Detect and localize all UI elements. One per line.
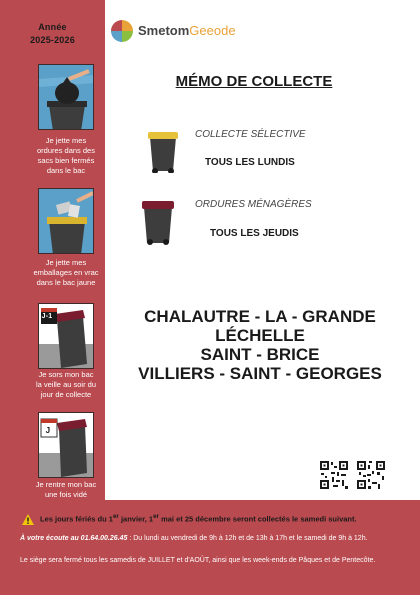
town-list xyxy=(120,307,400,383)
bordeaux-lid-bin-icon xyxy=(140,195,176,245)
smetom-logo xyxy=(110,17,260,45)
collection-day-selective: TOUS LES LUNDIS xyxy=(205,157,295,168)
town-name: LÉCHELLE xyxy=(215,326,305,345)
page-title: MÉMO DE COLLECTE xyxy=(175,73,333,90)
step-1-text: Je jette mes ordures dans des sacs bien fermés dans le bac xyxy=(37,136,95,175)
calendar-label-j: J xyxy=(45,426,51,435)
step-2-text: Je jette mes emballages en vrac dans le bac jaune xyxy=(33,258,99,287)
holiday-notice: Les jours fériés du 1er janvier, 1er mai et 25 décembre seront collectés le samedi suivant. xyxy=(22,513,357,525)
closure-notice: Le siège sera fermé tous les samedis de JUILLET et d'AOÛT, ainsi que les week-ends de Pâques et de Pentecôte. xyxy=(20,557,376,564)
yellow-bin-recycling-icon xyxy=(38,188,94,254)
step-4-text: Je rentre mon bac une fois vidé xyxy=(35,480,97,499)
brand-name: SmetomGeeode xyxy=(138,23,236,38)
calendar-label-j-1: J-1 xyxy=(41,313,53,320)
contact-hours: À votre écoute au 01.64.00.26.45 : Du lundi au vendredi de 9h à 12h et de 13h à 17h et le samedi de 9h à 12h. xyxy=(20,535,368,542)
qr-code-icon[interactable] xyxy=(319,460,349,490)
phone-number[interactable]: À votre écoute au 01.64.00.26.45 xyxy=(20,535,128,542)
step-3-text: Je sors mon bac la veille au soir du jour de collecte xyxy=(35,370,97,399)
yellow-lid-bin-icon xyxy=(146,127,180,173)
warning-icon xyxy=(22,514,34,525)
collection-type-selective: COLLECTE SÉLECTIVE xyxy=(195,129,306,140)
qr-code-icon[interactable] xyxy=(356,460,386,490)
town-name: SAINT - BRICE xyxy=(200,345,320,364)
town-name: CHALAUTRE - LA - GRANDE xyxy=(144,307,376,326)
smetom-logo-icon xyxy=(110,19,134,43)
town-name: VILLIERS - SAINT - GEORGES xyxy=(138,364,382,383)
trash-bag-bin-icon xyxy=(38,64,94,130)
calendar-bin-icon xyxy=(38,412,94,478)
collection-type-household: ORDURES MÉNAGÈRES xyxy=(195,199,312,210)
sidebar xyxy=(0,0,105,500)
school-year-range: 2025-2026 xyxy=(30,35,75,45)
collection-day-household: TOUS LES JEUDIS xyxy=(210,228,299,239)
school-year-label: Année xyxy=(38,22,67,32)
